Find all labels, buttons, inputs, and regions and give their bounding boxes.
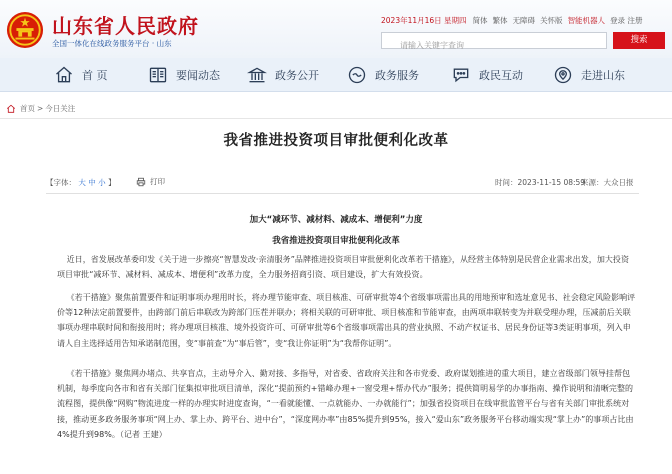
font-size-suffix: 】 bbox=[108, 178, 116, 187]
site-title[interactable]: 山东省人民政府 bbox=[52, 14, 199, 38]
print-label: 打印 bbox=[150, 177, 165, 186]
accessibility-link[interactable]: 无障碍 bbox=[512, 15, 536, 25]
current-date: 2023年11月16日 星期四 bbox=[381, 15, 467, 25]
chat-icon bbox=[451, 65, 471, 85]
breadcrumb bbox=[6, 103, 75, 114]
search-input[interactable] bbox=[382, 38, 606, 53]
simplified-chinese-link[interactable]: 简体 bbox=[472, 15, 488, 25]
nav-news-label: 要闻动态 bbox=[176, 69, 220, 82]
home-icon bbox=[54, 65, 74, 85]
nav-public-interaction-label: 政民互动 bbox=[479, 69, 523, 82]
printer-icon bbox=[136, 177, 146, 187]
article-title: 我省推进投资项目审批便利化改革 bbox=[223, 133, 449, 149]
site-header bbox=[0, 0, 672, 58]
smart-robot-link[interactable]: 智能机器人 bbox=[567, 15, 606, 25]
nav-about-shandong[interactable] bbox=[553, 58, 625, 92]
traditional-chinese-link[interactable]: 繁体 bbox=[492, 15, 508, 25]
nav-government-services-label: 政务服务 bbox=[375, 69, 419, 82]
top-utility-bar bbox=[381, 14, 642, 26]
breadcrumb-current[interactable]: 今日关注 bbox=[45, 104, 76, 113]
nav-government-affairs-label: 政务公开 bbox=[275, 69, 319, 82]
article-paragraph-1: 近日，省发展改革委印发《关于进一步擦亮“智慧发改·亲清服务”品牌推进投资项目审批便利化改革若干措施》，从经营主体特别是民营企业需求出发，加大投资项目审批“减环节、减材料、减成本、增便利”改革力度，全力服务招商引资、项目建设，扩大有效投资。 bbox=[57, 255, 630, 280]
govt-building-icon bbox=[247, 65, 267, 85]
login-register-link[interactable]: 登录 注册 bbox=[610, 15, 643, 25]
main-nav bbox=[0, 58, 672, 92]
national-emblem-icon[interactable] bbox=[6, 11, 44, 49]
font-size-switcher bbox=[46, 177, 116, 188]
nav-government-services[interactable] bbox=[347, 58, 419, 92]
font-size-large[interactable]: 大 bbox=[78, 178, 86, 187]
content-divider bbox=[0, 118, 672, 119]
site-subtitle: 全国一体化在线政务服务平台 · 山东 bbox=[52, 39, 172, 48]
nav-public-interaction[interactable] bbox=[451, 58, 523, 92]
home-small-icon bbox=[6, 104, 16, 114]
meta-divider bbox=[46, 193, 639, 194]
breadcrumb-home[interactable]: 首页 bbox=[20, 104, 35, 113]
article-source: 来源：大众日报 bbox=[581, 178, 634, 187]
search-box bbox=[381, 32, 607, 49]
nav-news[interactable] bbox=[148, 58, 220, 92]
print-button[interactable] bbox=[136, 176, 165, 187]
nav-home-label: 首 页 bbox=[82, 69, 108, 82]
font-size-small[interactable]: 小 bbox=[98, 178, 106, 187]
search-button[interactable]: 搜索 bbox=[613, 32, 665, 49]
handshake-icon bbox=[347, 65, 367, 85]
font-size-prefix: 【字体： bbox=[46, 178, 76, 187]
breadcrumb-separator: > bbox=[37, 104, 44, 113]
nav-home[interactable] bbox=[54, 58, 108, 92]
font-size-medium[interactable]: 中 bbox=[88, 178, 96, 187]
article-paragraph-2: 《若干措施》聚焦前置要件和证明事项办理用时长，将办理节能审查、项目核准、可研审批等4个省级事项需出具的用地预审和选址意见书、社会稳定风险影响评价等12种法定前置要件，由跨部门前后串联改为跨部门压茬并联办；将相关联的可研审批、项目核准和节能审查，由两项串联转变为并联受理办理，压减前后关联事项办理串联时间和衔接用时；将办理项目核准、境外投资许可、可研审批等6个省级事项需出具的营业执照、不动产权证书、居民身份证等3类证明事项，列入申请人自主选择适用告知承诺制范围，变“事前查”为“事后管”，变“我让你证明”为“我帮你证明”。 bbox=[57, 293, 636, 348]
article-subhead-2: 我省推进投资项目审批便利化改革 bbox=[272, 236, 400, 246]
location-icon bbox=[553, 65, 573, 85]
elder-care-link[interactable]: 关怀版 bbox=[540, 15, 563, 25]
nav-government-affairs[interactable] bbox=[247, 58, 319, 92]
article-subhead-1: 加大“减环节、减材料、减成本、增便利”力度 bbox=[249, 215, 423, 225]
publish-time: 时间：2023-11-15 08:59 bbox=[495, 178, 586, 187]
nav-about-shandong-label: 走进山东 bbox=[581, 69, 625, 82]
newspaper-icon bbox=[148, 65, 168, 85]
article-paragraph-3: 《若干措施》聚焦网办堵点、共享盲点，主动导介入、勤对接、多指导，对省委、省政府关注和各市党委、政府谋划推进的重大项目，建立省级部门领导挂帮包机制，每季度向各市和省有关部门征集拟审批项目清单，深化“提前预约+错峰办理+一窗受理+帮办代办”服务；提供简明易学的办事指南、操作说明和清晰完整的流程图，提供像“网购”物流进度一样的办理实时进度查询，“一看就能懂、一点就能办、一办就能行”；加强省投资项目在线审批监管平台与省有关部门审批系统对接，推动更多政务服务事项“网上办、掌上办、跨平台、进中台”，“深度网办率”由85%提升到95%，接入“爱山东”政务服务平台移动端实现“掌上办”的事项占比由4%提升到98%。（记者 王建） bbox=[57, 369, 634, 439]
